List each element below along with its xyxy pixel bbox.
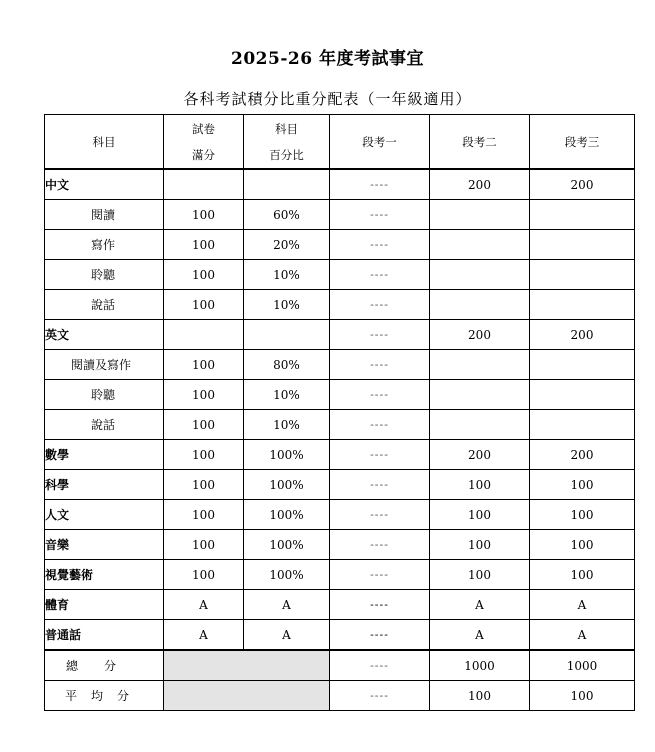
term2-cell [430, 260, 530, 290]
term2-cell: 100 [430, 530, 530, 560]
table-row [45, 560, 635, 590]
total-term2-cell: 1000 [430, 650, 530, 681]
term1-cell: ---- [330, 380, 430, 410]
term3-cell: 100 [530, 500, 635, 530]
header-percent-line2: 百分比 [269, 147, 304, 162]
full-mark-cell: A [164, 620, 244, 651]
percent-cell: 60% [244, 200, 330, 230]
percent-cell: 10% [244, 290, 330, 320]
term3-cell [530, 230, 635, 260]
term3-cell [530, 380, 635, 410]
table-row [45, 260, 635, 290]
table-row [45, 290, 635, 320]
term1-cell: ---- [330, 560, 430, 590]
term1-cell: ---- [330, 500, 430, 530]
term3-cell: A [530, 620, 635, 651]
average-shaded-cell [164, 681, 330, 711]
term1-cell: ---- [330, 260, 430, 290]
term2-cell [430, 410, 530, 440]
average-term2-cell: 100 [430, 681, 530, 711]
full-mark-cell: 100 [164, 350, 244, 380]
total-label: 總分 [45, 650, 164, 681]
table-row [45, 410, 635, 440]
table-row [45, 590, 635, 620]
term2-cell: 200 [430, 169, 530, 200]
table-row [45, 169, 635, 200]
full-mark-cell [164, 320, 244, 350]
term2-cell: 200 [430, 440, 530, 470]
table-row [45, 320, 635, 350]
term1-cell: ---- [330, 470, 430, 500]
table-row [45, 530, 635, 560]
term1-cell: ---- [330, 169, 430, 200]
table-row [45, 230, 635, 260]
full-mark-cell: 100 [164, 530, 244, 560]
total-shaded-cell [164, 650, 330, 681]
subject-cell: 聆聽 [45, 380, 164, 410]
table-row [45, 200, 635, 230]
subject-cell: 體育 [45, 590, 164, 620]
term1-cell: ---- [330, 620, 430, 651]
table-row [45, 500, 635, 530]
percent-cell: 100% [244, 530, 330, 560]
percent-cell: 100% [244, 440, 330, 470]
subject-cell: 說話 [45, 290, 164, 320]
full-mark-cell: 100 [164, 410, 244, 440]
full-mark-cell: 100 [164, 260, 244, 290]
subject-cell: 普通話 [45, 620, 164, 651]
term2-cell: A [430, 590, 530, 620]
header-subject: 科目 [45, 115, 164, 170]
average-term1-cell: ---- [330, 681, 430, 711]
total-row [45, 650, 635, 681]
percent-cell: 100% [244, 500, 330, 530]
full-mark-cell: 100 [164, 440, 244, 470]
full-mark-cell: 100 [164, 290, 244, 320]
term3-cell [530, 350, 635, 380]
subject-cell: 科學 [45, 470, 164, 500]
term3-cell: 100 [530, 470, 635, 500]
percent-cell: A [244, 590, 330, 620]
term3-cell: 200 [530, 169, 635, 200]
header-full-mark-line1: 試卷 [192, 121, 215, 136]
term3-cell [530, 290, 635, 320]
percent-cell: A [244, 620, 330, 651]
term3-cell [530, 410, 635, 440]
header-term3: 段考三 [530, 115, 635, 170]
term2-cell: 100 [430, 560, 530, 590]
full-mark-cell: 100 [164, 500, 244, 530]
term3-cell: 100 [530, 530, 635, 560]
full-mark-cell: 100 [164, 470, 244, 500]
table-row [45, 350, 635, 380]
term2-cell: 100 [430, 470, 530, 500]
term2-cell [430, 200, 530, 230]
average-row [45, 681, 635, 711]
term3-cell [530, 260, 635, 290]
term1-cell: ---- [330, 200, 430, 230]
term2-cell [430, 290, 530, 320]
full-mark-cell: A [164, 590, 244, 620]
subject-cell: 說話 [45, 410, 164, 440]
header-full-mark-line2: 滿分 [192, 147, 215, 162]
subject-cell: 音樂 [45, 530, 164, 560]
subject-cell: 中文 [45, 169, 164, 200]
percent-cell: 100% [244, 470, 330, 500]
subject-cell: 閱讀及寫作 [45, 350, 164, 380]
header-term2: 段考二 [430, 115, 530, 170]
term3-cell: 200 [530, 440, 635, 470]
percent-cell: 10% [244, 260, 330, 290]
average-label: 平均分 [45, 681, 164, 711]
percent-cell: 20% [244, 230, 330, 260]
table-row [45, 380, 635, 410]
percent-cell: 10% [244, 410, 330, 440]
term3-cell: A [530, 590, 635, 620]
subject-cell: 閱讀 [45, 200, 164, 230]
term1-cell: ---- [330, 290, 430, 320]
term3-cell [530, 200, 635, 230]
full-mark-cell: 100 [164, 230, 244, 260]
header-percent-line1: 科目 [275, 121, 298, 136]
header-full-mark [164, 115, 244, 170]
table-row [45, 440, 635, 470]
subject-cell: 寫作 [45, 230, 164, 260]
term1-cell: ---- [330, 590, 430, 620]
term1-cell: ---- [330, 530, 430, 560]
term2-cell: 200 [430, 320, 530, 350]
table-row [45, 620, 635, 651]
subject-cell: 聆聽 [45, 260, 164, 290]
term1-cell: ---- [330, 440, 430, 470]
average-term3-cell: 100 [530, 681, 635, 711]
term1-cell: ---- [330, 410, 430, 440]
full-mark-cell [164, 169, 244, 200]
total-term1-cell: ---- [330, 650, 430, 681]
table-header-row [45, 115, 635, 170]
percent-cell [244, 320, 330, 350]
subject-cell: 視覺藝術 [45, 560, 164, 590]
subject-cell: 數學 [45, 440, 164, 470]
subject-cell: 英文 [45, 320, 164, 350]
term2-cell [430, 230, 530, 260]
table-subtitle: 各科考試積分比重分配表（一年級適用） [183, 90, 472, 108]
score-weight-table [44, 114, 635, 711]
header-term1: 段考一 [330, 115, 430, 170]
term1-cell: ---- [330, 320, 430, 350]
term2-cell [430, 350, 530, 380]
full-mark-cell: 100 [164, 380, 244, 410]
term3-cell: 200 [530, 320, 635, 350]
page-title: 2025-26 年度考試事宜 [231, 49, 424, 69]
total-term3-cell: 1000 [530, 650, 635, 681]
term2-cell: 100 [430, 500, 530, 530]
percent-cell [244, 169, 330, 200]
percent-cell: 100% [244, 560, 330, 590]
table-row [45, 470, 635, 500]
full-mark-cell: 100 [164, 560, 244, 590]
percent-cell: 80% [244, 350, 330, 380]
full-mark-cell: 100 [164, 200, 244, 230]
term1-cell: ---- [330, 350, 430, 380]
term2-cell: A [430, 620, 530, 651]
term3-cell: 100 [530, 560, 635, 590]
header-percent [244, 115, 330, 170]
percent-cell: 10% [244, 380, 330, 410]
term2-cell [430, 380, 530, 410]
term1-cell: ---- [330, 230, 430, 260]
subject-cell: 人文 [45, 500, 164, 530]
